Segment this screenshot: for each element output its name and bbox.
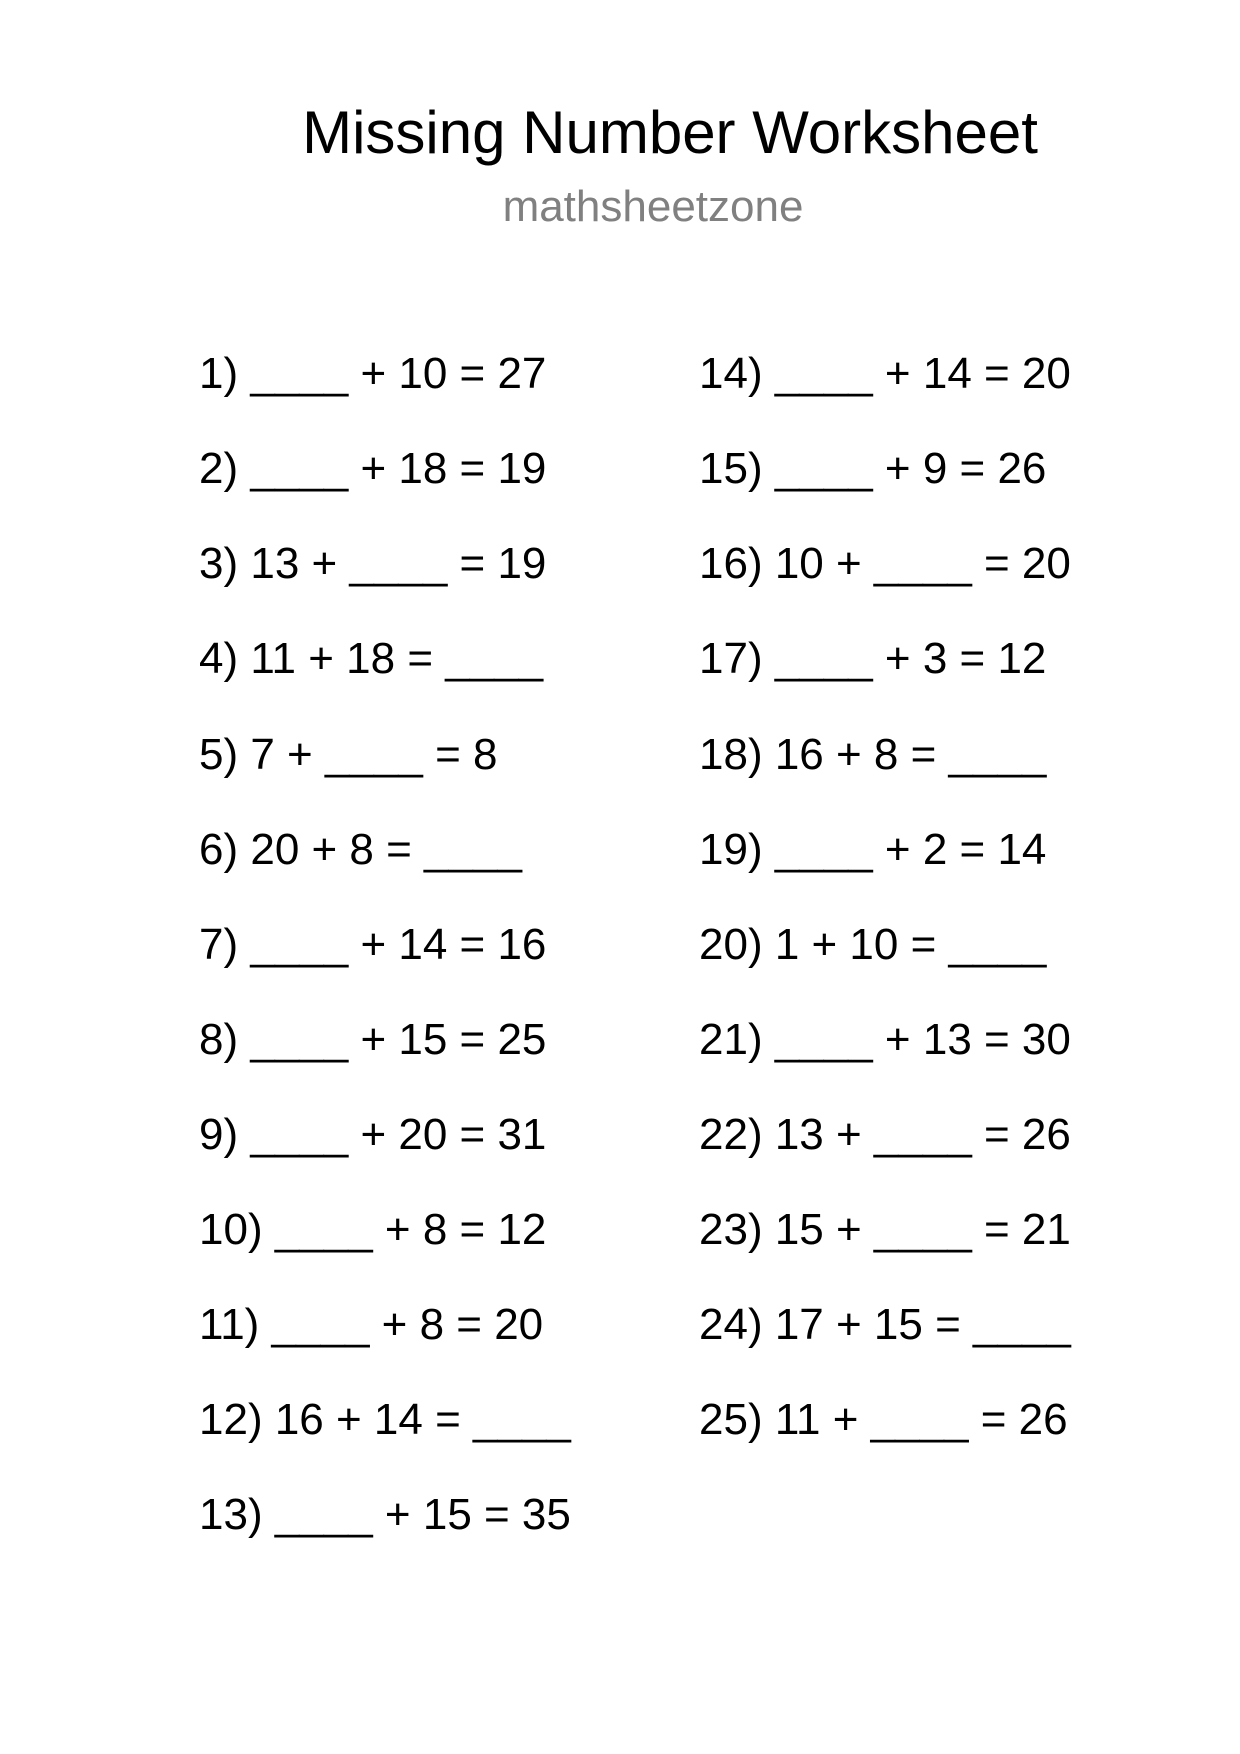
problem-16: 16) 10 + ____ = 20 [699, 539, 1071, 588]
problem-7: 7) ____ + 14 = 16 [199, 920, 547, 969]
problem-23: 23) 15 + ____ = 21 [699, 1205, 1071, 1254]
problem-8: 8) ____ + 15 = 25 [199, 1015, 547, 1064]
problem-21: 21) ____ + 13 = 30 [699, 1015, 1071, 1064]
problem-24: 24) 17 + 15 = ____ [699, 1300, 1071, 1349]
problem-5: 5) 7 + ____ = 8 [199, 730, 498, 779]
problem-9: 9) ____ + 20 = 31 [199, 1110, 547, 1159]
problem-13: 13) ____ + 15 = 35 [199, 1490, 571, 1539]
problem-17: 17) ____ + 3 = 12 [699, 634, 1047, 683]
problem-25: 25) 11 + ____ = 26 [699, 1395, 1068, 1444]
problem-12: 12) 16 + 14 = ____ [199, 1395, 571, 1444]
problem-4: 4) 11 + 18 = ____ [199, 634, 544, 683]
problem-2: 2) ____ + 18 = 19 [199, 444, 547, 493]
problem-6: 6) 20 + 8 = ____ [199, 825, 522, 874]
problem-20: 20) 1 + 10 = ____ [699, 920, 1047, 969]
problem-11: 11) ____ + 8 = 20 [199, 1300, 544, 1349]
problem-22: 22) 13 + ____ = 26 [699, 1110, 1071, 1159]
brand-subtitle: mathsheetzone [502, 182, 804, 231]
page-title: Missing Number Worksheet [302, 99, 1038, 166]
problem-14: 14) ____ + 14 = 20 [699, 349, 1071, 398]
problem-19: 19) ____ + 2 = 14 [699, 825, 1047, 874]
problem-10: 10) ____ + 8 = 12 [199, 1205, 547, 1254]
problem-15: 15) ____ + 9 = 26 [699, 444, 1047, 493]
problem-3: 3) 13 + ____ = 19 [199, 539, 547, 588]
problem-18: 18) 16 + 8 = ____ [699, 730, 1047, 779]
problem-1: 1) ____ + 10 = 27 [199, 349, 547, 398]
